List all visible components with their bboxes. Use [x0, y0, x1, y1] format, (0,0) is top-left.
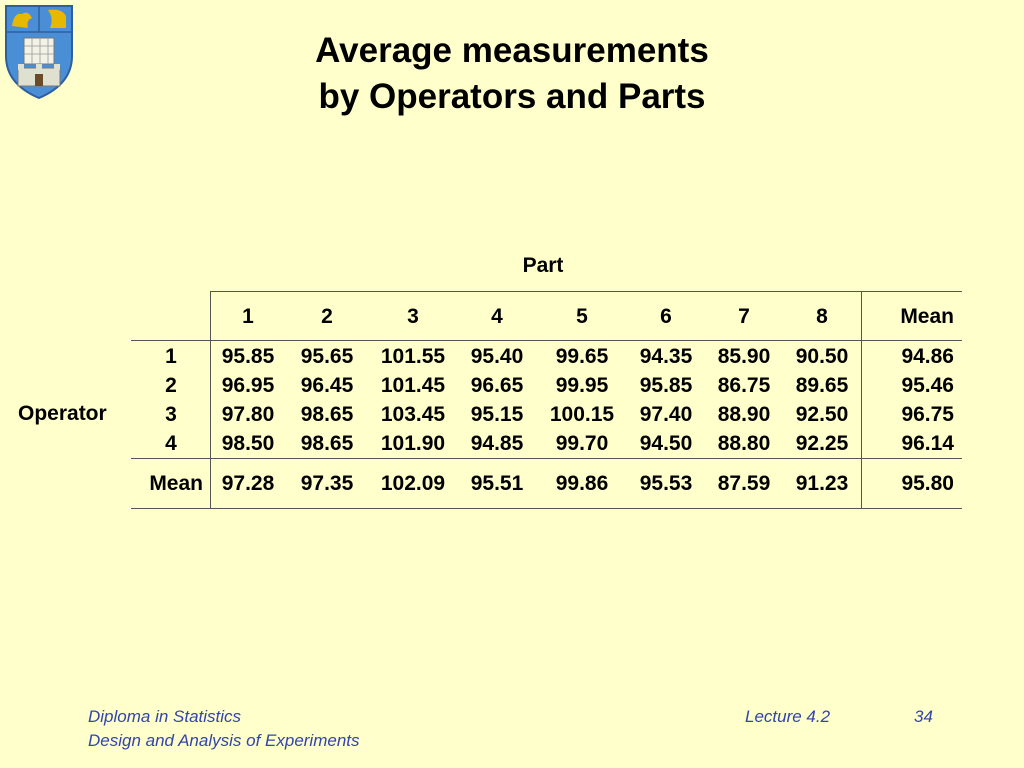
title-line-2: by Operators and Parts [318, 77, 706, 116]
footer-course: Diploma in Statistics [88, 707, 242, 726]
table-cell: 99.70 [555, 432, 609, 455]
column-header: 6 [660, 305, 672, 328]
table-cell: 95.65 [300, 345, 354, 368]
table-cell: 95.15 [470, 403, 524, 426]
table-cell: 100.15 [549, 403, 615, 426]
table-cell: 96.45 [300, 374, 354, 397]
column-mean-cell: 102.09 [380, 472, 446, 495]
operator-group-label: Operator [18, 402, 107, 425]
table-cell: 94.85 [470, 432, 524, 455]
table-cell: 94.35 [639, 345, 693, 368]
footer-page-number: 34 [914, 707, 933, 726]
column-mean-cell: 97.28 [221, 472, 275, 495]
header-bottom-rule [131, 340, 962, 341]
table-cell: 96.65 [470, 374, 524, 397]
table-cell: 95.40 [470, 345, 524, 368]
table-cell: 98.65 [300, 432, 354, 455]
table-cell: 98.50 [221, 432, 275, 455]
table-cell: 88.80 [717, 432, 771, 455]
column-mean-cell: 97.35 [300, 472, 354, 495]
column-header-mean: Mean [900, 305, 954, 328]
table-cell: 96.95 [221, 374, 275, 397]
operator-row-label: 3 [165, 403, 177, 426]
table-cell: 95.85 [221, 345, 275, 368]
column-header: 7 [738, 305, 750, 328]
table-cell: 86.75 [717, 374, 771, 397]
footer-lecture: Lecture 4.2 [745, 707, 831, 726]
table-cell: 88.90 [717, 403, 771, 426]
column-mean-cell: 91.23 [795, 472, 849, 495]
table-cell: 85.90 [717, 345, 771, 368]
slide-title [0, 28, 1024, 120]
row-mean-cell: 96.14 [901, 432, 954, 455]
table-cell: 90.50 [795, 345, 849, 368]
column-header: 2 [321, 305, 333, 328]
table-cell: 92.25 [795, 432, 849, 455]
row-mean-cell: 95.46 [901, 374, 954, 397]
table-cell: 103.45 [380, 403, 446, 426]
column-header: 3 [407, 305, 419, 328]
operator-row-label: 4 [165, 432, 177, 455]
table-cell: 89.65 [795, 374, 849, 397]
column-header: 1 [242, 305, 254, 328]
table-cell: 98.65 [300, 403, 354, 426]
table-cell: 97.40 [639, 403, 693, 426]
table-cell: 95.85 [639, 374, 693, 397]
part-header: Part [522, 254, 564, 277]
column-mean-cell: 99.86 [555, 472, 609, 495]
table-cell: 94.50 [639, 432, 693, 455]
title-line-1: Average measurements [315, 31, 709, 70]
row-mean-cell: 94.86 [901, 345, 954, 368]
table-cell: 99.95 [555, 374, 609, 397]
mean-row-label: Mean [149, 472, 203, 495]
table-cell: 99.65 [555, 345, 609, 368]
column-mean-cell: 87.59 [717, 472, 771, 495]
column-header: 5 [576, 305, 588, 328]
table-cell: 97.80 [221, 403, 275, 426]
table-cell: 101.90 [380, 432, 446, 455]
operator-row-label: 2 [165, 374, 177, 397]
column-header: 4 [491, 305, 503, 328]
header-top-rule [210, 291, 962, 292]
table-bottom-rule [131, 508, 962, 509]
table-cell: 92.50 [795, 403, 849, 426]
table-cell: 101.55 [380, 345, 446, 368]
body-bottom-rule [131, 458, 962, 459]
footer-subject: Design and Analysis of Experiments [88, 731, 360, 750]
column-header: 8 [816, 305, 828, 328]
mean-column-divider [861, 291, 862, 509]
row-mean-cell: 96.75 [901, 403, 954, 426]
row-label-divider [210, 291, 211, 509]
grand-mean-cell: 95.80 [901, 472, 954, 495]
operator-row-label: 1 [165, 345, 177, 368]
table-cell: 101.45 [380, 374, 446, 397]
column-mean-cell: 95.53 [639, 472, 693, 495]
column-mean-cell: 95.51 [470, 472, 524, 495]
